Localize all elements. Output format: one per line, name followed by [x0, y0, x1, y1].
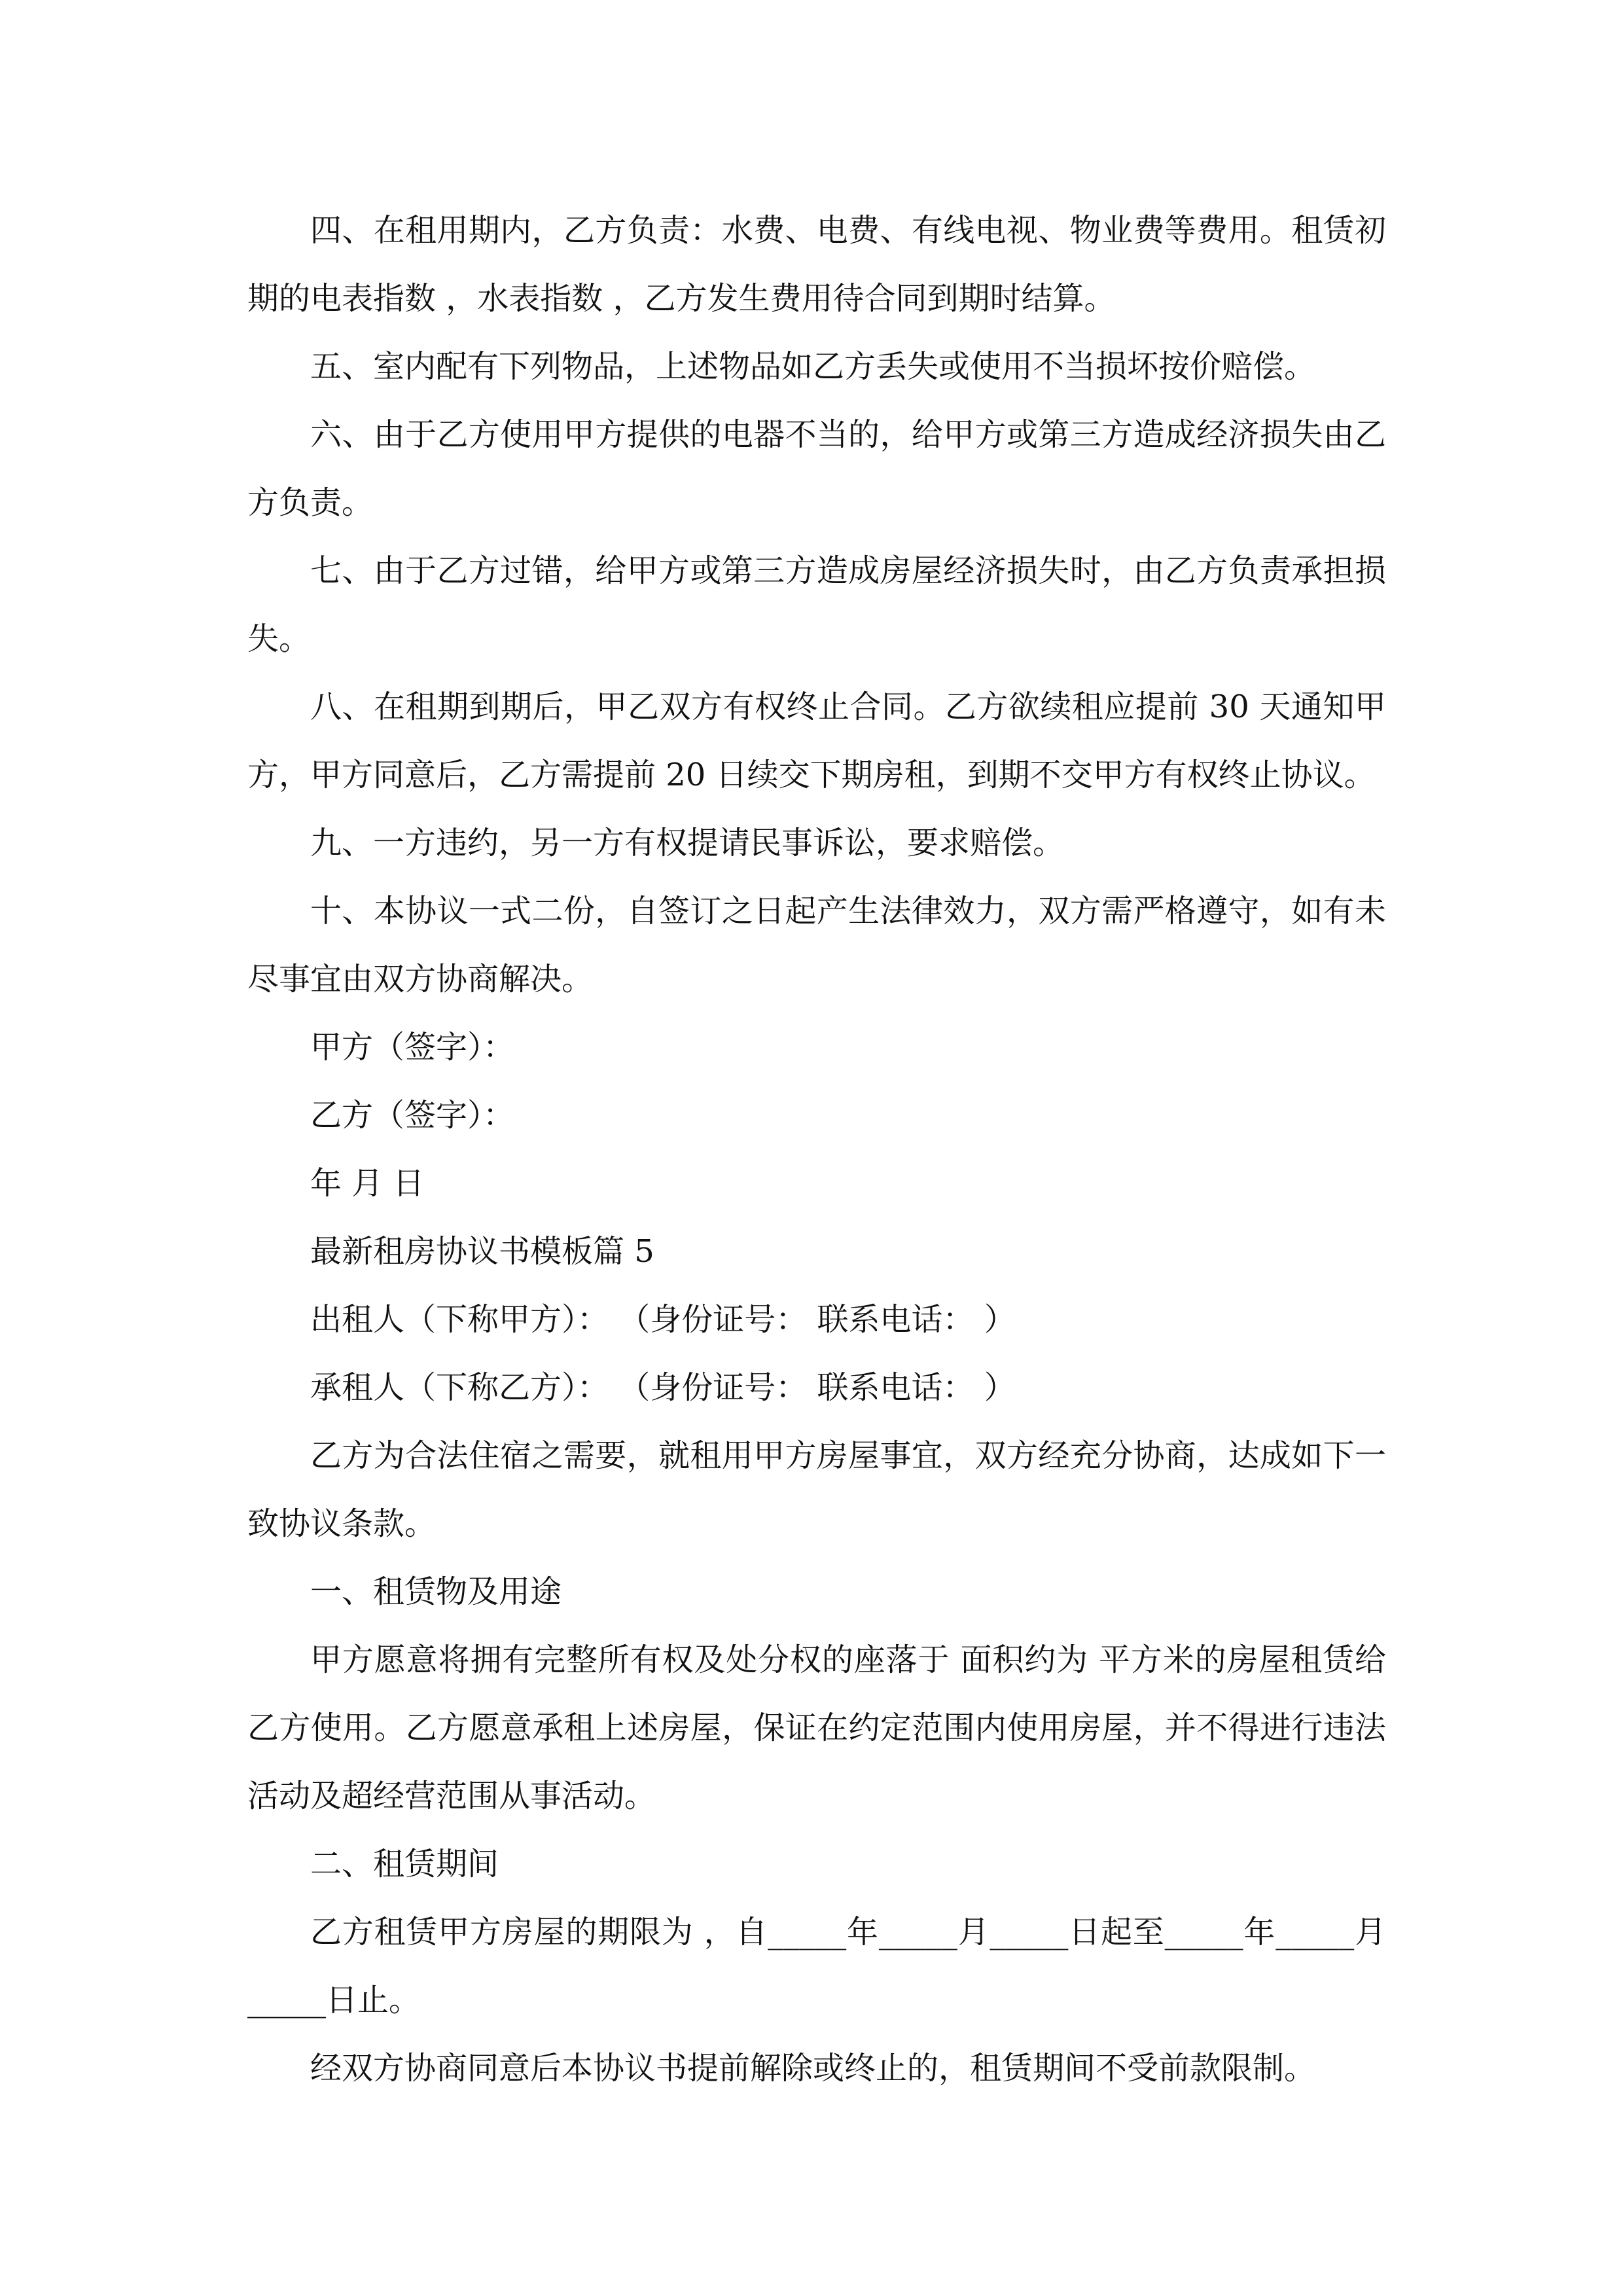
document-body [247, 196, 1386, 2102]
party-b-signature: 乙方（签字）： [310, 1097, 515, 1134]
clause-9: 九、一方违约，另一方有权提请民事诉讼，要求赔偿。 [310, 825, 1065, 861]
preamble: 乙方为合法住宿之需要，就租用甲方房屋事宜，双方经充分协商，达成如下一致协议条款。 [247, 1437, 1386, 1542]
lease-period-text: 乙方租赁甲方房屋的期限为 ，自_____年_____月_____日起至_____年_____月_____日止。 [247, 1914, 1386, 2018]
clause-8: 八、在租期到期后，甲乙双方有权终止合同。乙方欲续租应提前 30 天通知甲方，甲方同意后，乙方需提前 20 日续交下期房租，到期不交甲方有权终止协议。 [247, 689, 1386, 793]
lessor-line: 出租人（下称甲方）： （身份证号： 联系电话： ） [310, 1301, 1016, 1338]
heading-lease-period: 二、租赁期间 [310, 1846, 499, 1882]
clause-10: 十、本协议一式二份，自签订之日起产生法律效力，双方需严格遵守，如有未尽事宜由双方协商解决。 [247, 893, 1386, 997]
section-title: 最新租房协议书模板篇 5 [310, 1233, 654, 1270]
clause-5: 五、室内配有下列物品，上述物品如乙方丢失或使用不当损坏按价赔偿。 [310, 348, 1316, 385]
lessee-line: 承租人（下称乙方）： （身份证号： 联系电话： ） [310, 1369, 1016, 1406]
property-use-text: 甲方愿意将拥有完整所有权及处分权的座落于 面积约为 平方米的房屋租赁给乙方使用。乙方愿意承租上述房屋，保证在约定范围内使用房屋，并不得进行违法活动及超经营范围从事活动。 [247, 1641, 1386, 1814]
heading-property-use: 一、租赁物及用途 [310, 1573, 562, 1610]
early-termination-text: 经双方协商同意后本协议书提前解除或终止的，租赁期间不受前款限制。 [310, 2050, 1316, 2087]
clause-6: 六、由于乙方使用甲方提供的电器不当的，给甲方或第三方造成经济损失由乙方负责。 [247, 416, 1386, 521]
clause-4: 四、在租用期内，乙方负责：水费、电费、有线电视、物业费等费用。租赁初期的电表指数 ，水表指数 ，乙方发生费用待合同到期时结算。 [247, 212, 1386, 317]
party-a-signature: 甲方（签字）： [310, 1029, 515, 1066]
signature-date: 年 月 日 [310, 1165, 425, 1202]
clause-7: 七、由于乙方过错，给甲方或第三方造成房屋经济损失时，由乙方负责承担损失。 [247, 552, 1386, 657]
